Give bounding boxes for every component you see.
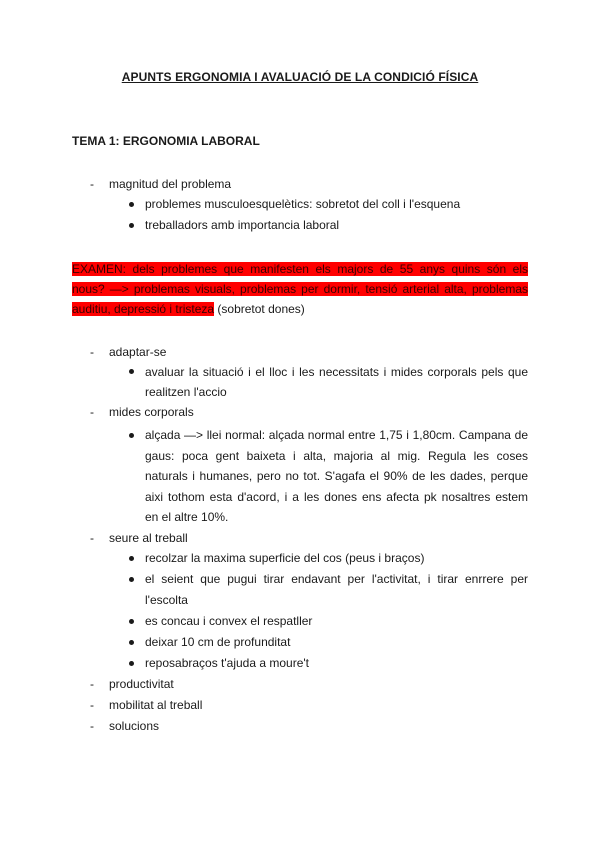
- exam-highlight-line: EXAMEN: dels problemes que manifesten els majors de 55 anys quins són els: [72, 262, 528, 276]
- bullet-line: el seient que pugui tirar endavant per l'activitat, i tirar enrrere per: [145, 572, 528, 586]
- exam-note: (sobretot dones): [214, 302, 305, 316]
- dash-marker: -: [90, 677, 94, 691]
- bullet-item: deixar 10 cm de profunditat: [145, 635, 291, 649]
- list-item-adaptar: adaptar-se: [109, 345, 167, 359]
- list-item-mobilitat: mobilitat al treball: [109, 698, 203, 712]
- bullet-marker: [129, 223, 134, 228]
- bullet-line: aixi tothom esta d'acord, i a les dones ens afecta pk nosaltres estem: [145, 490, 528, 504]
- bullet-line: en el altre 10%.: [145, 510, 229, 524]
- dash-marker: -: [90, 345, 94, 359]
- dash-marker: -: [90, 405, 94, 419]
- bullet-marker: [129, 202, 134, 207]
- bullet-line: l'escolta: [145, 593, 188, 607]
- bullet-item: es concau i convex el respatller: [145, 614, 313, 628]
- bullet-marker: [129, 619, 134, 624]
- bullet-marker: [129, 640, 134, 645]
- dash-marker: -: [90, 698, 94, 712]
- section-heading: TEMA 1: ERGONOMIA LABORAL: [72, 134, 260, 148]
- bullet-item: reposabraços t'ajuda a moure't: [145, 656, 310, 670]
- bullet-marker: [129, 577, 134, 582]
- bullet-item: treballadors amb importancia laboral: [145, 218, 340, 232]
- bullet-marker: [129, 369, 134, 374]
- list-item-seure: seure al treball: [109, 531, 188, 545]
- bullet-item: recolzar la maxima superficie del cos (peus i braços): [145, 551, 425, 565]
- list-item-mides: mides corporals: [109, 405, 194, 419]
- bullet-marker: [129, 661, 134, 666]
- bullet-line: alçada —> llei normal: alçada normal entre 1,75 i 1,80cm. Campana de: [145, 428, 528, 442]
- list-item-magnitud: magnitud del problema: [109, 177, 232, 191]
- exam-highlight-line: nous? —> problemas visuals, problemas per dormir, tensió arterial alta, problemas: [72, 282, 528, 296]
- dash-marker: -: [90, 177, 94, 191]
- bullet-line: naturals i humanes, pero no tot. S'agafa el 90% de les dades, perque: [145, 469, 528, 483]
- bullet-marker: [129, 433, 134, 438]
- dash-marker: -: [90, 531, 94, 545]
- document-title: APUNTS ERGONOMIA I AVALUACIÓ DE LA CONDICIÓ FÍSICA: [121, 70, 479, 84]
- exam-highlight-line: auditiu, depressió i tristeza: [72, 302, 215, 316]
- bullet-line: avaluar la situació i el lloc i les necessitats i mides corporals pels que: [145, 365, 528, 379]
- bullet-marker: [129, 556, 134, 561]
- list-item-solucions: solucions: [109, 719, 160, 733]
- dash-marker: -: [90, 719, 94, 733]
- exam-paragraph: [72, 259, 528, 319]
- bullet-line: realitzen l'accio: [145, 385, 227, 399]
- bullet-item: problemes musculoesquelètics: sobretot del coll i l'esquena: [145, 197, 461, 211]
- bullet-line: gaus: poca gent baixeta i alta, majoria al mig. Regula les coses: [145, 449, 528, 463]
- list-item-productivitat: productivitat: [109, 677, 174, 691]
